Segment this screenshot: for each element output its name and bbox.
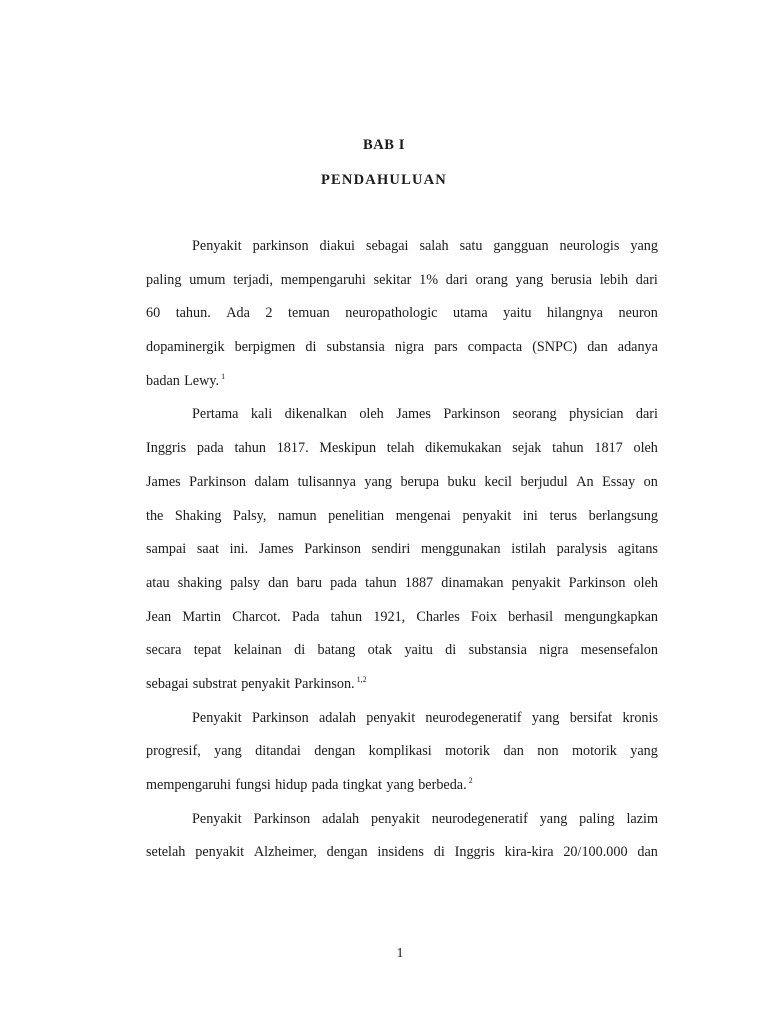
word: diakui bbox=[319, 238, 355, 254]
word: di bbox=[445, 642, 457, 659]
word: dan bbox=[587, 339, 608, 356]
word: substrat bbox=[192, 675, 237, 692]
body-text bbox=[146, 236, 658, 876]
word: umum bbox=[189, 271, 226, 288]
word: terus bbox=[549, 507, 578, 524]
text-line bbox=[146, 270, 658, 304]
word: compacta bbox=[467, 339, 523, 356]
word: dalam bbox=[254, 473, 290, 490]
word: menggunakan bbox=[420, 541, 501, 558]
word: mesensefalon bbox=[580, 642, 658, 659]
word: non bbox=[537, 743, 559, 760]
word: 1817. bbox=[276, 440, 309, 457]
word: kecil bbox=[484, 473, 512, 490]
word: setelah bbox=[146, 844, 186, 861]
word: saat bbox=[196, 541, 219, 558]
word: fungsi bbox=[235, 777, 271, 793]
word: neuropathologic bbox=[345, 305, 438, 322]
word: oleh bbox=[633, 440, 658, 457]
word: Parkinson bbox=[253, 810, 311, 827]
text-line bbox=[146, 506, 658, 540]
word: ini. bbox=[229, 541, 249, 558]
word: 1921, bbox=[373, 608, 406, 625]
word: pada bbox=[196, 440, 224, 457]
word: 20/100.000 bbox=[563, 844, 628, 861]
word: Jean bbox=[146, 608, 172, 625]
word: Parkinson bbox=[443, 406, 501, 423]
word: otak bbox=[367, 642, 393, 659]
word: istilah bbox=[511, 541, 546, 558]
word: Palsy, bbox=[233, 507, 267, 524]
word: komplikasi bbox=[368, 743, 432, 760]
word: hilangnya bbox=[547, 305, 603, 322]
word: Meskipun bbox=[319, 440, 377, 457]
word: dan bbox=[268, 574, 289, 591]
word: Foix bbox=[470, 608, 497, 625]
word: telah bbox=[386, 440, 415, 457]
word: berusia bbox=[550, 271, 592, 288]
word: tahun bbox=[552, 440, 584, 457]
text-line bbox=[146, 708, 658, 742]
word: Pertama bbox=[192, 406, 239, 423]
word: batang bbox=[317, 642, 356, 659]
word: Pada bbox=[291, 608, 320, 625]
word: lebih bbox=[599, 271, 629, 288]
word: nigra bbox=[394, 339, 424, 356]
word: nigra bbox=[539, 642, 569, 659]
word: dikemukakan bbox=[425, 440, 502, 457]
text-line bbox=[146, 775, 658, 809]
word: gangguan bbox=[493, 238, 549, 254]
word: ini bbox=[522, 507, 538, 524]
word: atau bbox=[146, 574, 170, 591]
word: 1887 bbox=[404, 574, 434, 591]
word: yaitu bbox=[404, 642, 433, 659]
text-line bbox=[146, 573, 658, 607]
word: penyakit bbox=[195, 844, 245, 861]
word: oleh bbox=[359, 406, 384, 423]
word: tahun bbox=[365, 574, 397, 591]
word: physician bbox=[569, 406, 624, 423]
text-line bbox=[146, 674, 658, 708]
word: adanya bbox=[617, 339, 658, 356]
word: dopaminergik bbox=[146, 339, 225, 356]
word: oleh bbox=[633, 574, 658, 591]
word: yang bbox=[531, 709, 560, 726]
word: Inggris bbox=[454, 844, 495, 861]
word: tahun bbox=[330, 608, 363, 625]
word: berbeda. $^2$ bbox=[418, 776, 473, 793]
word: Charles bbox=[416, 608, 460, 625]
word: yaitu bbox=[503, 305, 532, 322]
word: James bbox=[258, 541, 294, 558]
word: tahun bbox=[234, 440, 266, 457]
word: Parkinson bbox=[251, 709, 309, 726]
word: penyakit bbox=[511, 574, 561, 591]
word: penyakit bbox=[371, 810, 420, 827]
word: on bbox=[643, 473, 658, 490]
word: Essay bbox=[602, 473, 636, 490]
word: dengan bbox=[326, 844, 368, 861]
word: dari bbox=[635, 271, 658, 288]
word: di bbox=[305, 339, 317, 356]
word: adalah bbox=[318, 709, 356, 726]
word: motorik bbox=[445, 743, 490, 760]
word: dan bbox=[637, 844, 658, 861]
word: ditandai bbox=[255, 743, 301, 760]
word: berlangsung bbox=[588, 507, 658, 524]
word: mengenai bbox=[395, 507, 451, 524]
word: yang bbox=[386, 777, 414, 793]
word: pada bbox=[311, 777, 339, 793]
word: Shaking bbox=[174, 507, 222, 524]
word: 1817 bbox=[594, 440, 623, 457]
word: neurodegeneratif bbox=[431, 810, 528, 827]
citation-superscript: 2 bbox=[466, 776, 473, 785]
word: badan bbox=[146, 372, 180, 389]
text-line bbox=[146, 809, 658, 843]
word: kali bbox=[250, 406, 273, 423]
word: Penyakit bbox=[192, 709, 242, 726]
word: dikenalkan bbox=[284, 406, 347, 423]
word: bersifat bbox=[569, 709, 613, 726]
word: satu bbox=[459, 238, 483, 254]
word: pada bbox=[330, 574, 357, 591]
word: 60 bbox=[146, 305, 161, 322]
citation-superscript: 1,2 bbox=[354, 674, 367, 684]
word: penyakit bbox=[241, 675, 291, 692]
word: An bbox=[576, 473, 594, 490]
word: temuan bbox=[288, 305, 330, 322]
word: dari bbox=[635, 406, 658, 423]
word: di bbox=[294, 642, 306, 659]
word: tahun. bbox=[175, 305, 211, 322]
text-line bbox=[146, 741, 658, 775]
word: sampai bbox=[146, 541, 187, 558]
text-line bbox=[146, 842, 658, 876]
word: substansia bbox=[468, 642, 527, 659]
word: sejak bbox=[512, 440, 542, 457]
word: James bbox=[146, 473, 181, 490]
word: namun bbox=[277, 507, 317, 524]
word: pars bbox=[434, 339, 458, 356]
word: paling bbox=[579, 810, 615, 827]
text-line bbox=[146, 404, 658, 438]
word: seorang bbox=[512, 406, 557, 423]
word: berupa bbox=[400, 473, 440, 490]
word: motorik bbox=[571, 743, 617, 760]
word: shaking bbox=[177, 574, 222, 591]
word: lazim bbox=[626, 810, 658, 827]
word: yang bbox=[630, 743, 658, 760]
word: mempengaruhi bbox=[280, 271, 366, 288]
word: baru bbox=[296, 574, 323, 591]
word: dinamakan bbox=[441, 574, 504, 591]
text-line bbox=[146, 337, 658, 371]
citation-superscript: 1 bbox=[219, 371, 226, 381]
word: salah bbox=[419, 238, 449, 254]
word: adalah bbox=[322, 810, 360, 827]
word: berpigmen bbox=[234, 339, 296, 356]
word: penyakit bbox=[366, 709, 416, 726]
word: sekitar bbox=[373, 271, 412, 288]
word: neuron bbox=[618, 305, 658, 322]
word: utama bbox=[452, 305, 488, 322]
word: sebagai bbox=[146, 675, 189, 692]
word: kronis bbox=[622, 709, 658, 726]
word: penyakit bbox=[462, 507, 512, 524]
word: hidup bbox=[275, 777, 308, 793]
word: berjudul bbox=[520, 473, 568, 490]
text-line bbox=[146, 539, 658, 573]
word: mempengaruhi bbox=[146, 777, 232, 793]
word: sendiri bbox=[371, 541, 411, 558]
word: James bbox=[396, 406, 431, 423]
word: Charcot. bbox=[232, 608, 281, 625]
word: neurodegeneratif bbox=[425, 709, 522, 726]
word: Alzheimer, bbox=[253, 844, 317, 861]
word: (SNPC) bbox=[532, 339, 578, 356]
text-line bbox=[146, 607, 658, 641]
word: Lewy. $^1$ bbox=[184, 371, 226, 389]
word: secara bbox=[146, 642, 182, 659]
word: Penyakit bbox=[192, 238, 242, 254]
text-line bbox=[146, 472, 658, 506]
word: Inggris bbox=[146, 440, 187, 457]
text-line bbox=[146, 303, 658, 337]
word: sebagai bbox=[365, 238, 409, 254]
word: yang bbox=[630, 238, 658, 254]
word: dengan bbox=[314, 743, 356, 760]
word: yang bbox=[214, 743, 242, 760]
word: parkinson bbox=[252, 238, 309, 254]
word: neurologis bbox=[559, 238, 620, 254]
word: progresif, bbox=[146, 743, 201, 760]
word: orang bbox=[475, 271, 508, 288]
word: Ada bbox=[226, 305, 250, 322]
word: terjadi, bbox=[233, 271, 273, 288]
word: kira-kira bbox=[504, 844, 554, 861]
word: paling bbox=[146, 271, 182, 288]
word: insidens bbox=[377, 844, 424, 861]
text-line bbox=[146, 438, 658, 472]
word: Martin bbox=[182, 608, 222, 625]
page-number: 1 bbox=[396, 946, 404, 961]
word: paralysis bbox=[556, 541, 608, 558]
word: Parkinson. $^{1,2}$ bbox=[294, 674, 367, 692]
word: tepat bbox=[193, 642, 222, 659]
word: dan bbox=[503, 743, 524, 760]
word: tingkat bbox=[342, 777, 383, 793]
word: mengungkapkan bbox=[564, 608, 658, 625]
text-line bbox=[146, 236, 658, 270]
text-line bbox=[146, 371, 658, 405]
word: dari bbox=[445, 271, 468, 288]
word: the bbox=[146, 507, 164, 524]
word: substansia bbox=[326, 339, 385, 356]
word: yang bbox=[539, 810, 568, 827]
word: Parkinson bbox=[304, 541, 361, 558]
word: Penyakit bbox=[192, 810, 242, 827]
word: yang bbox=[515, 271, 544, 288]
word: di bbox=[433, 844, 445, 861]
word: palsy bbox=[230, 574, 261, 591]
text-line bbox=[146, 640, 658, 674]
word: Parkinson bbox=[189, 473, 246, 490]
word: buku bbox=[447, 473, 476, 490]
word: berhasil bbox=[508, 608, 554, 625]
chapter-heading: BAB I bbox=[362, 137, 406, 153]
word: 1% bbox=[419, 271, 439, 288]
chapter-title: PENDAHULUAN bbox=[321, 172, 447, 188]
word: yang bbox=[364, 473, 392, 490]
word: agitans bbox=[617, 541, 658, 558]
word: 2 bbox=[265, 305, 273, 322]
word: kelainan bbox=[233, 642, 282, 659]
word: tulisannya bbox=[297, 473, 356, 490]
word: Parkinson bbox=[568, 574, 626, 591]
word: penelitian bbox=[328, 507, 385, 524]
